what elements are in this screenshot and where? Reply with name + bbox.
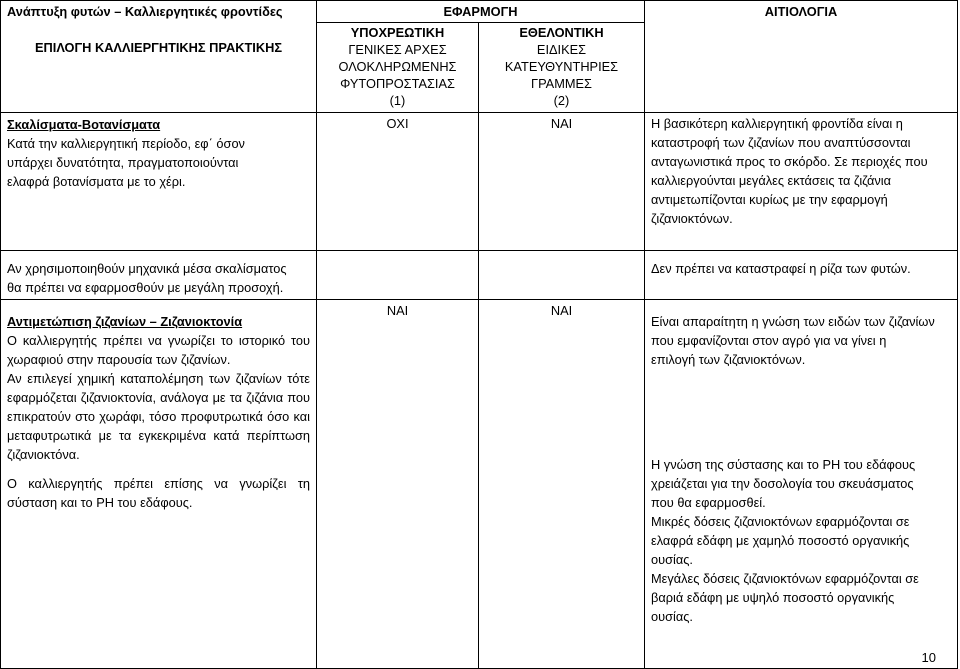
mandatory-header: ΥΠΟΧΡΕΩΤΙΚΗ ΓΕΝΙΚΕΣ ΑΡΧΕΣ ΟΛΟΚΛΗΡΩΜΕΝΗΣ ΦΥΤΟΠΡΟΣΤΑΣΙΑΣ (1) [317, 23, 479, 113]
mandatory-value: ΝΑΙ [317, 300, 479, 669]
rationale-weeding: Η βασικότερη καλλιεργητική φροντίδα είναι η καταστροφή των ζιζανίων που αναπτύσσονται ανταγωνιστικά προς το σκόρδο. Σε περιοχές που καλλιεργούνται μεγάλες εκτάσεις τα ζιζάνια αντιμετωπίζονται κυρίως με την εφαρμογή ζιζανιοκτόνων. [645, 113, 958, 251]
header-row-top [1, 1, 958, 23]
row-weeding [1, 113, 958, 251]
practice-title: Αντιμετώπιση ζιζανίων – Ζιζανιοκτονία [7, 314, 243, 329]
voluntary-header: ΕΘΕΛΟΝΤΙΚΗ ΕΙΔΙΚΕΣ ΚΑΤΕΥΘΥΝΤΗΡΙΕΣ ΓΡΑΜΜΕΣ (2) [479, 23, 645, 113]
voluntary-value: ΝΑΙ [479, 300, 645, 669]
rationale-header: ΑΙΤΙΟΛΟΓΙΑ [645, 1, 958, 113]
practice-weeding: Σκαλίσματα-Βοτανίσματα Κατά την καλλιεργητική περίοδο, εφ΄ όσον υπάρχει δυνατότητα, πραγματοποιούνται ελαφρά βοτανίσματα με το χέρι. [1, 113, 317, 251]
row-mechanical [1, 251, 958, 300]
voluntary-value: ΝΑΙ [479, 113, 645, 251]
mandatory-value: ΟΧΙ [317, 113, 479, 251]
page-number: 10 [921, 650, 936, 665]
row-herbicide [1, 300, 958, 669]
voluntary-value-empty [479, 251, 645, 300]
practice-column-header: ΕΠΙΛΟΓΗ ΚΑΛΛΙΕΡΓΗΤΙΚΗΣ ΠΡΑΚΤΙΚΗΣ [34, 40, 282, 55]
practice-herbicide: Αντιμετώπιση ζιζανίων – Ζιζανιοκτονία Ο καλλιεργητής πρέπει να γνωρίζει το ιστορικό του χωραφιού στην παρουσία των ζιζανίων. Αν επιλεγεί χημική καταπολέμηση των ζιζανίων τότε εφαρμόζεται ζιζανιοκτονία, ανάλογα με τα ζιζάνια που επικρατούν στο χωράφι, τόσο προφυτρωτικά όσο και μεταφυτρωτικά με τα εγκεκριμένα κατά περίπτωση ζιζανιοκτόνα. Ο καλλιεργητής πρέπει επίσης να γνωρίζει τη σύσταση και το PH του εδάφους. [1, 300, 317, 669]
application-header: ΕΦΑΡΜΟΓΗ [317, 1, 645, 23]
rationale-mechanical: Δεν πρέπει να καταστραφεί η ρίζα των φυτών. [645, 251, 958, 300]
practice-title: Σκαλίσματα-Βοτανίσματα [7, 117, 161, 132]
practice-mechanical: Αν χρησιμοποιηθούν μηχανικά μέσα σκαλίσματος θα πρέπει να εφαρμοσθούν με μεγάλη προσοχή. [1, 251, 317, 300]
header-practice-cell [1, 1, 317, 113]
mandatory-value-empty [317, 251, 479, 300]
rationale-herbicide: Είναι απαραίτητη η γνώση των ειδών των ζιζανίων που εμφανίζονται στον αγρό για να γίνει η επιλογή των ζιζανιοκτόνων. Η γνώση της σύστασης και το PH του εδάφους χρειάζεται για την δοσολογία του σκευάσματος που θα εφαρμοσθεί. Μικρές δόσεις ζιζανιοκτόνων εφαρμόζονται σε ελαφρά εδάφη με χαμηλό ποσοστό οργανικής ουσίας. Μεγάλες δόσεις ζιζανιοκτόνων εφαρμόζονται σε βαριά εδάφη με υψηλό ποσοστό οργανικής ουσίας. [645, 300, 958, 669]
document-section-title: Ανάπτυξη φυτών – Καλλιεργητικές φροντίδες [7, 4, 283, 19]
